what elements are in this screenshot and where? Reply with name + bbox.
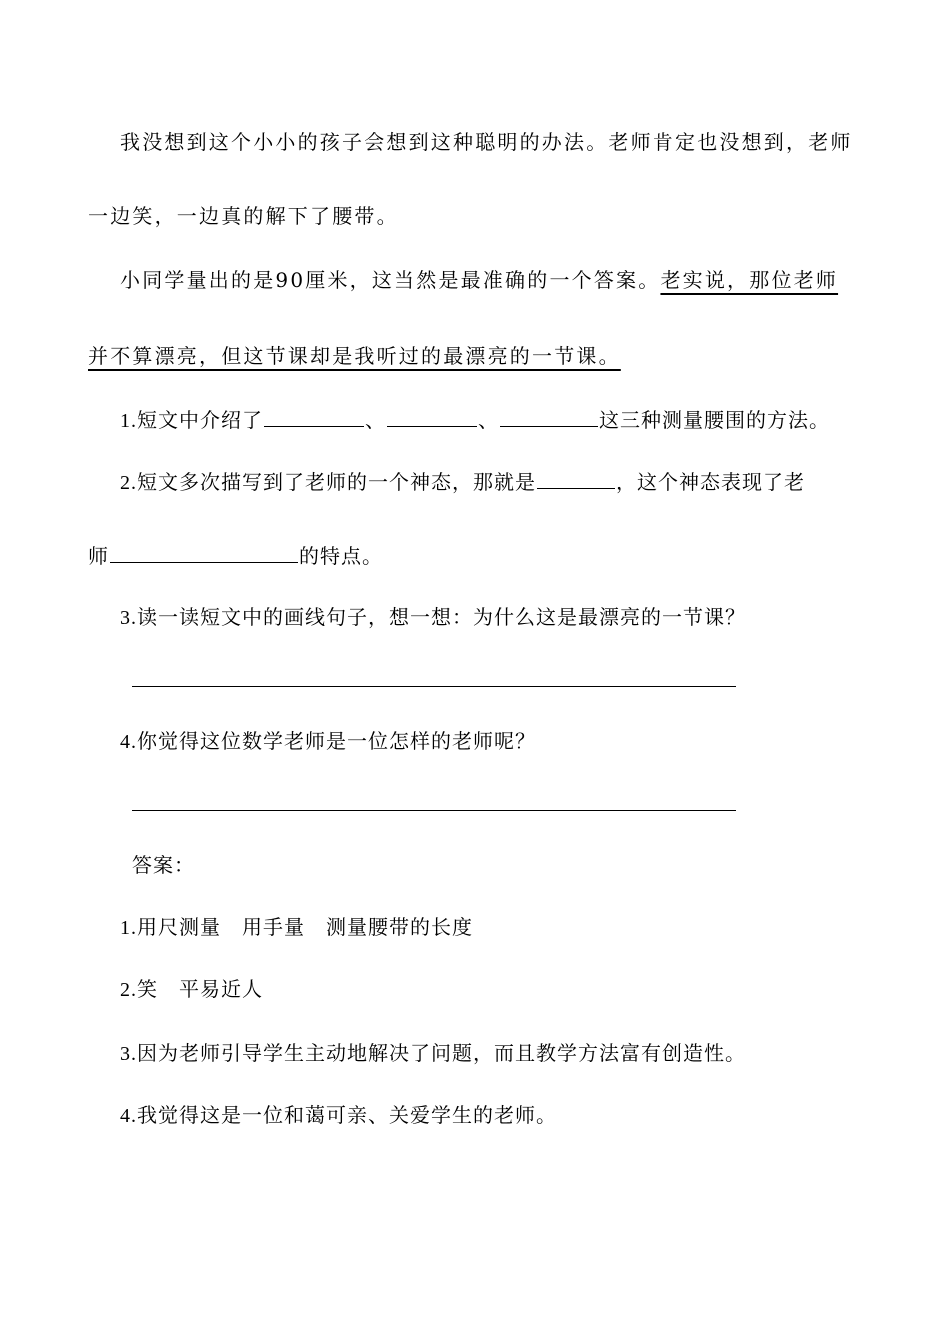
answer-blank[interactable] [537,466,615,489]
passage-text: 一边笑，一边真的解下了腰带。 [88,204,399,228]
question-text: 师 [88,546,109,568]
question-text: 2.短文多次描写到了老师的一个神态，那就是 [120,472,536,494]
question-3 [120,604,746,632]
answer-3 [120,1040,746,1068]
passage-text: 我没想到这个小小的孩子会想到这种聪明的办法。老师肯定也没想到，老师 [120,130,853,154]
question-text: 4.你觉得这位数学老师是一位怎样的老师呢？ [120,731,536,753]
passage-line-2 [88,202,399,230]
answer-blank[interactable] [110,540,298,563]
passage-line-4 [88,342,621,370]
answer-4 [120,1102,557,1130]
answer-blank[interactable] [264,404,364,427]
passage-line-1 [120,128,853,156]
answer-2 [120,976,263,1004]
separator: 、 [478,410,499,432]
passage-text: 小同学量出的是90厘米，这当然是最准确的一个答案。 [120,268,661,292]
answer-line[interactable] [132,686,736,687]
question-1 [120,404,830,435]
answer-text: 4.我觉得这是一位和蔼可亲、关爱学生的老师。 [120,1105,557,1127]
question-2 [120,466,805,497]
answer-text: 3.因为老师引导学生主动地解决了问题，而且教学方法富有创造性。 [120,1043,746,1065]
question-text: 的特点。 [299,546,383,568]
answer-blank[interactable] [387,404,477,427]
question-text: 3.读一读短文中的画线句子，想一想：为什么这是最漂亮的一节课？ [120,607,746,629]
underlined-sentence: 并不算漂亮，但这节课却是我听过的最漂亮的一节课。 [88,344,621,368]
question-text: 1.短文中介绍了 [120,410,263,432]
answers-heading [132,852,195,880]
answer-text: 2.笑 平易近人 [120,979,263,1001]
heading-text: 答案： [132,855,195,877]
question-4 [120,728,536,756]
question-text: ，这个神态表现了老 [616,472,805,494]
answer-text: 1.用尺测量 用手量 测量腰带的长度 [120,917,473,939]
separator: 、 [365,410,386,432]
answer-line[interactable] [132,810,736,811]
answer-1 [120,914,473,942]
underlined-sentence: 老实说，那位老师 [660,268,839,292]
answer-blank[interactable] [500,404,598,427]
passage-line-3 [120,266,838,294]
question-2-line-2 [88,540,383,571]
question-text: 这三种测量腰围的方法。 [599,410,830,432]
